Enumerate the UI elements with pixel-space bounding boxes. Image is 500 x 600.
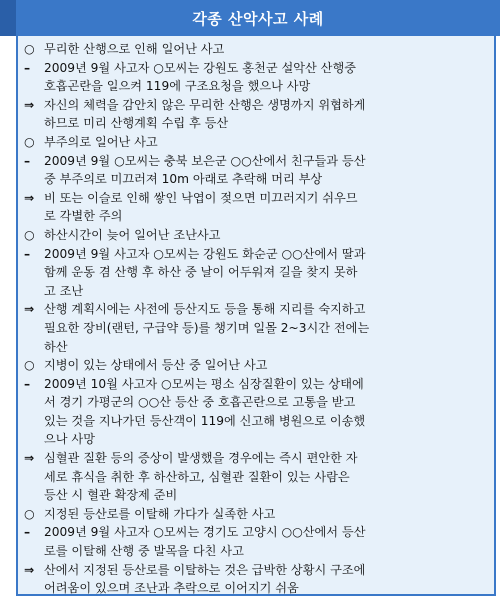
advice-line	[24, 449, 486, 468]
continuation-line	[24, 263, 486, 282]
header-accent	[0, 0, 16, 36]
dash-bullet-icon: –	[24, 376, 31, 391]
continuation-line	[24, 468, 486, 487]
arrow-bullet-icon: ⇒	[24, 562, 35, 577]
line-text: 하므로 미리 산행계획 수립 후 등산	[44, 116, 229, 131]
line-text: 서 경기 가평군의 ○○산 등산 중 호흡곤란으로 고통을 받고	[44, 395, 356, 410]
line-text: 산행 계획시에는 사전에 등산지도 등을 통해 지리를 숙지하고	[44, 302, 366, 317]
line-text: 중 부주의로 미끄러져 10m 아래로 추락해 머리 부상	[44, 172, 323, 187]
circle-bullet-icon: ○	[24, 506, 35, 521]
line-text: 2009년 10월 사고자 ○모씨는 평소 심장질환이 있는 상태에	[44, 376, 364, 391]
line-text: 자신의 체력을 감안치 않은 무리한 산행은 생명까지 위협하게	[44, 97, 366, 112]
continuation-line	[24, 430, 486, 449]
line-text: 있는 것을 지나가던 등산객이 119에 신고해 병원으로 이송했	[44, 413, 366, 428]
circle-bullet-icon: ○	[24, 358, 35, 373]
line-text: 심혈관 질환 등의 증상이 발생했을 경우에는 즉시 편안한 자	[44, 451, 358, 466]
case-line	[24, 59, 486, 78]
section-heading	[24, 356, 486, 375]
line-text: 고 조난	[44, 283, 84, 298]
line-text: 필요한 장비(랜턴, 구급약 등)를 챙기며 일몰 2~3시간 전에는	[44, 320, 370, 335]
line-text: 로를 이탈해 산행 중 발목을 다친 사고	[44, 544, 244, 559]
line-text: 세로 휴식을 취한 후 하산하고, 심혈관 질환이 있는 사람은	[44, 469, 350, 484]
arrow-bullet-icon: ⇒	[24, 190, 35, 205]
case-line	[24, 245, 486, 264]
advice-line	[24, 96, 486, 115]
line-text: 호흡곤란을 일으켜 119에 구조요청을 했으나 사망	[44, 79, 311, 94]
dash-bullet-icon: –	[24, 153, 31, 168]
section-heading	[24, 505, 486, 524]
document-title: 각종 산악사고 사례	[192, 9, 324, 28]
arrow-bullet-icon: ⇒	[24, 451, 35, 466]
continuation-line	[24, 207, 486, 226]
continuation-line	[24, 170, 486, 189]
line-text: 등산 시 혈관 확장제 준비	[44, 488, 178, 503]
circle-bullet-icon: ○	[24, 227, 35, 242]
continuation-line	[24, 338, 486, 357]
section-heading	[24, 226, 486, 245]
line-text: 무리한 산행으로 인해 일어난 사고	[44, 42, 225, 56]
title-bar	[16, 0, 500, 36]
case-line	[24, 523, 486, 542]
dash-bullet-icon: –	[24, 60, 31, 75]
continuation-line	[24, 412, 486, 431]
dash-bullet-icon: –	[24, 525, 31, 540]
circle-bullet-icon: ○	[24, 42, 35, 56]
line-text: 지정된 등산로를 이탈해 가다가 실족한 사고	[44, 506, 276, 521]
advice-line	[24, 300, 486, 319]
section-heading	[24, 133, 486, 152]
circle-bullet-icon: ○	[24, 134, 35, 149]
line-text: 비 또는 이슬로 인해 쌓인 낙엽이 젖으면 미끄러지기 쉬우므	[44, 190, 358, 205]
continuation-line	[24, 393, 486, 412]
section-heading	[24, 40, 486, 59]
line-text: 2009년 9월 ○모씨는 충북 보은군 ○○산에서 친구들과 등산	[44, 153, 366, 168]
advice-line	[24, 561, 486, 580]
continuation-line	[24, 579, 486, 598]
line-text: 으나 사망	[44, 432, 95, 447]
line-text: 지병이 있는 상태에서 등산 중 일어난 사고	[44, 358, 268, 373]
continuation-line	[24, 319, 486, 338]
line-text: 2009년 9월 사고자 ○모씨는 강원도 화순군 ○○산에서 딸과	[44, 246, 366, 261]
advice-line	[24, 189, 486, 208]
line-text: 하산시간이 늦어 일어난 조난사고	[44, 227, 221, 242]
continuation-line	[24, 282, 486, 301]
arrow-bullet-icon: ⇒	[24, 97, 35, 112]
continuation-line	[24, 486, 486, 505]
line-text: 산에서 지정된 등산로를 이탈하는 것은 급박한 상황시 구조에	[44, 562, 366, 577]
line-text: 로 각별한 주의	[44, 209, 123, 224]
continuation-line	[24, 77, 486, 96]
dash-bullet-icon: –	[24, 246, 31, 261]
case-line	[24, 152, 486, 171]
continuation-line	[24, 542, 486, 561]
line-text: 부주의로 일어난 사고	[44, 134, 158, 149]
arrow-bullet-icon: ⇒	[24, 302, 35, 317]
line-text: 2009년 9월 사고자 ○모씨는 강원도 홍천군 설악산 산행중	[44, 60, 356, 75]
line-text: 2009년 9월 사고자 ○모씨는 경기도 고양시 ○○산에서 등산	[44, 525, 366, 540]
line-text: 어려움이 있으며 조난과 추락으로 이어지기 쉬움	[44, 581, 299, 596]
continuation-line	[24, 114, 486, 133]
line-text: 함께 운동 겸 산행 후 하산 중 날이 어두워져 길을 찾지 못하	[44, 265, 358, 280]
content-panel	[16, 36, 496, 596]
line-text: 하산	[44, 339, 68, 354]
case-line	[24, 375, 486, 394]
